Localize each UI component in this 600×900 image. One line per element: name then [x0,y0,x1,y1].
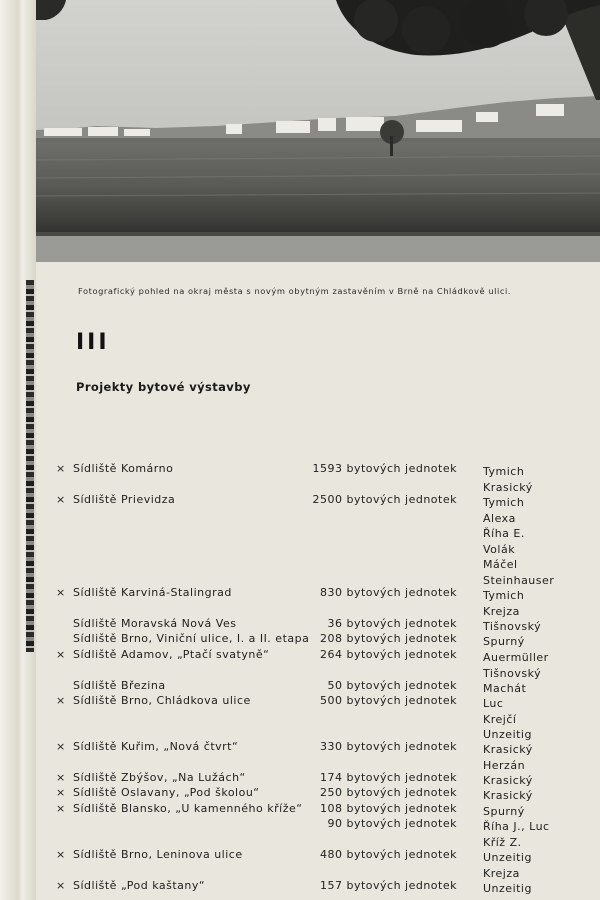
project-mark: × [56,771,66,784]
project-architect: Steinhauser [483,574,555,587]
project-units: 264 bytových jednotek [319,648,457,661]
project-name: Sídliště Karviná-Stalingrad [73,586,232,599]
project-architect: Alexa [483,511,516,525]
project-architect: Kříž Z. [483,835,522,849]
project-architect: Krejza [483,866,520,880]
project-units: 208 bytových jednotek [319,632,457,645]
project-architect: Unzeitig [483,882,532,895]
project-architect: Auermüller [483,651,549,664]
project-mark: × [56,493,66,506]
project-name: Sídliště Brno, Chládkova ulice [73,694,251,707]
project-name: Sídliště Kuřim, „Nová čtvrt“ [73,740,239,753]
project-architect: Krasický [483,743,533,756]
project-units: 36 bytových jednotek [327,617,457,630]
project-architect: Tišnovský [483,620,542,633]
project-mark: × [56,648,66,661]
project-mark: × [56,879,66,892]
project-name: Sídliště Březina [73,679,166,692]
project-name: Sídliště „Pod kaštany“ [73,879,206,892]
project-architect: Unzeitig [483,728,532,742]
project-architect: Krasický [483,480,533,494]
project-name: Sídliště Brno, Viniční ulice, I. a II. etapa [73,632,310,645]
project-units: 174 bytových jednotek [319,771,457,784]
project-mark: × [56,694,66,707]
project-mark: × [56,740,66,753]
project-architect: Krejčí [483,712,517,726]
project-architect: Krejza [483,604,520,618]
project-architect: Machát [483,682,527,695]
project-units: 330 bytových jednotek [319,740,457,753]
project-architect: Tymich [483,465,525,478]
section-title: Projekty bytové výstavby [76,380,251,394]
project-units: 830 bytových jednotek [319,586,457,599]
project-name: Sídliště Oslavany, „Pod školou“ [73,786,260,799]
project-architect: Herzán [483,758,526,772]
project-mark: × [56,802,66,815]
project-architect: Říha E. [483,527,525,541]
project-name: Sídliště Blansko, „U kamenného kříže“ [73,802,303,815]
project-units: 50 bytových jednotek [327,679,457,692]
project-architect: Říha J., Luc [483,820,550,833]
project-name: Sídliště Komárno [73,462,174,475]
project-name: Sídliště Brno, Leninova ulice [73,848,243,861]
project-architect: Krasický [483,774,533,787]
project-units: 108 bytových jednotek [319,802,457,815]
project-units: 480 bytových jednotek [319,848,457,861]
project-architect: Spurný [483,805,525,818]
project-name: Sídliště Adamov, „Ptačí svatyně“ [73,648,270,661]
project-units: 500 bytových jednotek [319,694,457,707]
photo-caption: Fotografický pohled na okraj města s novým obytným zastavěním v Brně na Chládkově ulici. [78,286,512,296]
project-mark: × [56,848,66,861]
project-mark: × [56,462,66,475]
project-name: Sídliště Zbýšov, „Na Lužách“ [73,771,246,784]
project-architect: Volák [483,542,516,556]
project-architect: Krasický [483,789,533,802]
project-name: Sídliště Prievidza [73,493,176,506]
project-units: 90 bytových jednotek [327,817,457,830]
project-architect: Luc [483,697,504,710]
project-name: Sídliště Moravská Nová Ves [73,617,237,630]
chapter-number: III [76,330,110,355]
project-architect: Tymich [483,589,525,602]
project-mark: × [56,586,66,599]
project-units: 1593 bytových jednotek [312,462,457,475]
project-architect: Máčel [483,558,518,572]
project-units: 250 bytových jednotek [319,786,457,799]
project-architect: Tymich [483,496,525,509]
project-architect: Spurný [483,635,525,648]
project-units: 2500 bytových jednotek [312,493,457,506]
project-mark: × [56,786,66,799]
project-architect: Tišnovský [483,666,542,680]
project-units: 157 bytových jednotek [319,879,457,892]
project-architect: Unzeitig [483,851,532,864]
